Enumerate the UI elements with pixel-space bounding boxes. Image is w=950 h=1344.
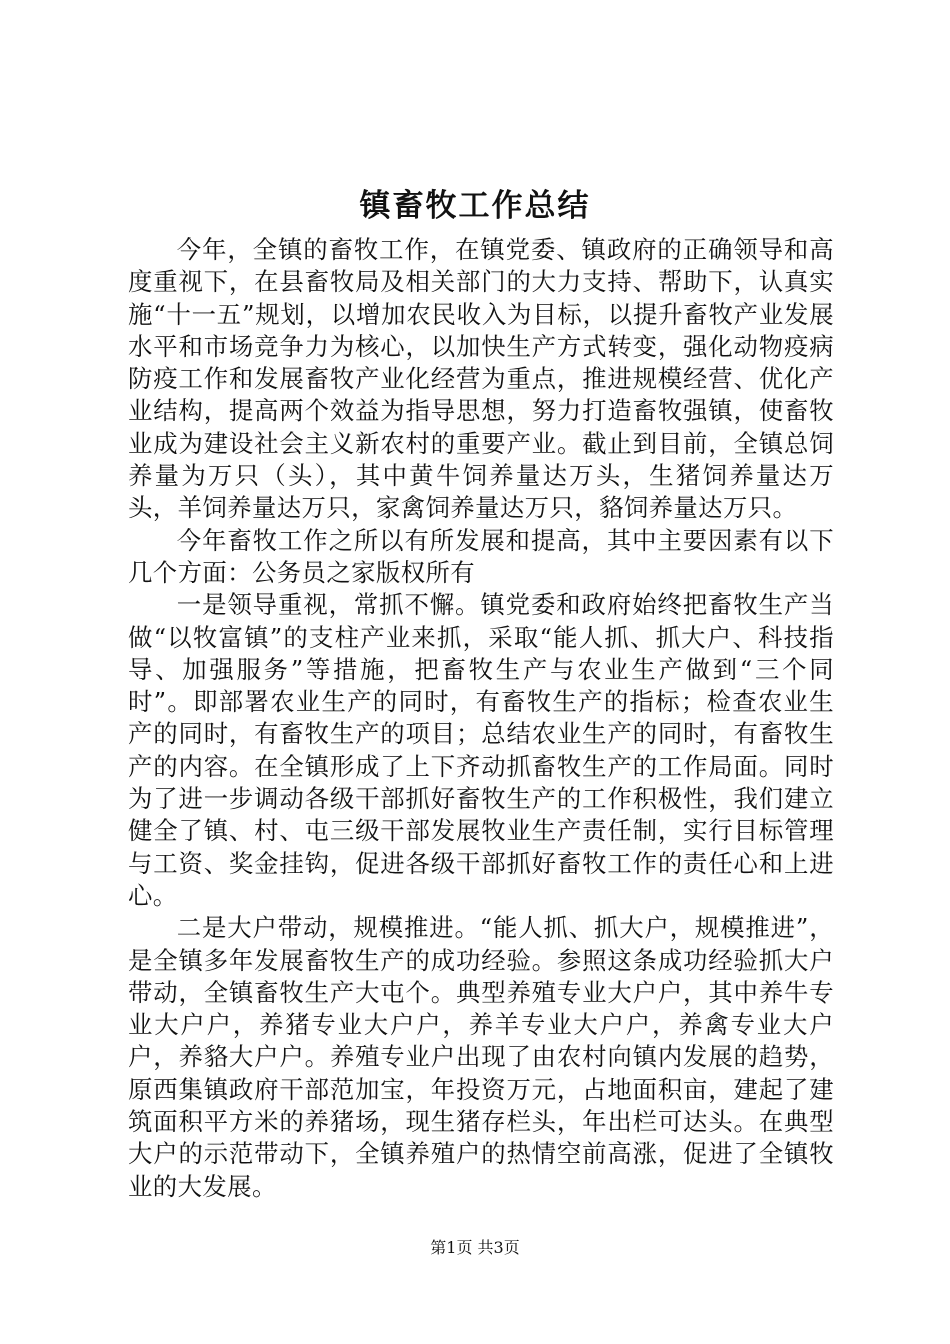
document-body xyxy=(128,234,834,1203)
document-title: 镇畜牧工作总结 xyxy=(359,188,591,224)
paragraph-intro: 今年，全镇的畜牧工作，在镇党委、镇政府的正确领导和高度重视下，在县畜牧局及相关部门的大力支持、帮助下，认真实施“十一五”规划，以增加农民收入为目标，以提升畜牧产业发展水平和市场竞争力为核心，以加快生产方式转变，强化动物疫病防疫工作和发展畜牧产业化经营为重点，推进规模经营、优化产业结构，提高两个效益为指导思想，努力打造畜牧强镇，使畜牧业成为建设社会主义新农村的重要产业。截止到目前，全镇总饲养量为万只（头），其中黄牛饲养量达万头，生猪饲养量达万头，羊饲养量达万只，家禽饲养量达万只，貉饲养量达万只。 xyxy=(128,235,834,523)
page-footer: 第1页 共3页 xyxy=(430,1238,520,1257)
paragraph-factors: 今年畜牧工作之所以有所发展和提高，其中主要因素有以下几个方面：公务员之家版权所有 xyxy=(128,525,834,587)
paragraph-leadership: 一是领导重视，常抓不懈。镇党委和政府始终把畜牧生产当做“以牧富镇”的支柱产业来抓，采取“能人抓、抓大户、科技指导、加强服务”等措施，把畜牧生产与农业生产做到“三个同时”。即部署农业生产的同时，有畜牧生产的指标；检查农业生产的同时，有畜牧生产的项目；总结农业生产的同时，有畜牧生产的内容。在全镇形成了上下齐动抓畜牧生产的工作局面。同时为了进一步调动各级干部抓好畜牧生产的工作积极性，我们建立健全了镇、村、屯三级干部发展牧业生产责任制，实行目标管理与工资、奖金挂钩，促进各级干部抓好畜牧工作的责任心和上进心。 xyxy=(128,590,834,910)
paragraph-large-households: 二是大户带动，规模推进。“能人抓、抓大户，规模推进”，是全镇多年发展畜牧生产的成功经验。参照这条成功经验抓大户带动，全镇畜牧生产大屯个。典型养殖专业大户户，其中养牛专业大户户，养猪专业大户户，养羊专业大户户，养禽专业大户户，养貉大户户。养殖专业户出现了由农村向镇内发展的趋势，原西集镇政府干部范加宝，年投资万元，占地面积亩，建起了建筑面积平方米的养猪场，现生猪存栏头，年出栏可达头。在典型大户的示范带动下，全镇养殖户的热情空前高涨，促进了全镇牧业的大发展。 xyxy=(128,913,834,1201)
